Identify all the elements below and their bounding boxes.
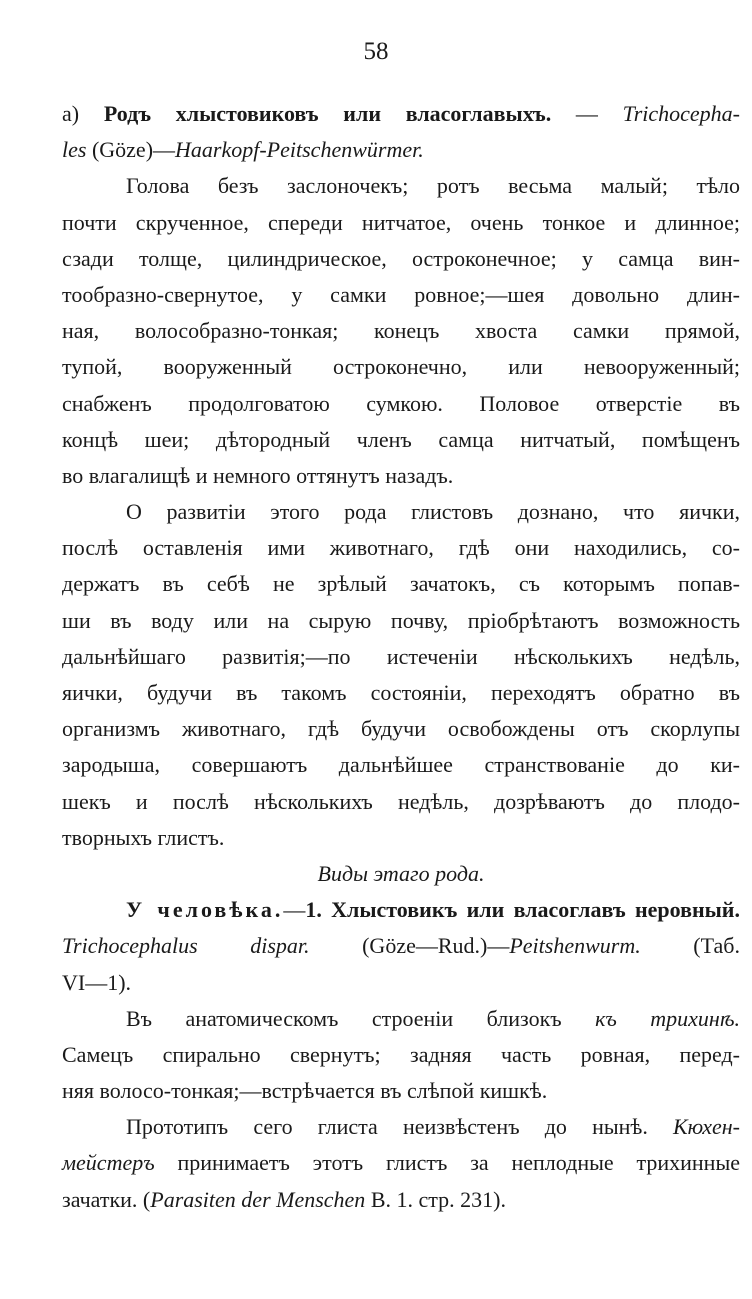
text-segment: — (283, 897, 306, 923)
text-line (62, 747, 740, 783)
text-segment: 1. Хлыстовикъ или власоглавъ неровный. (305, 897, 740, 923)
text-segment: мейстеръ (62, 1150, 155, 1176)
text-segment: Parasiten der Menschen (150, 1186, 366, 1212)
text-line (62, 711, 740, 747)
text-segment: — (551, 101, 623, 126)
text-segment: концѣ шеи; дѣтородный членъ самца нитчатый, помѣщенъ (62, 426, 740, 452)
text-segment: (Göze)— (86, 137, 176, 163)
text-line (62, 1182, 740, 1218)
text-segment: къ трихинѣ. (595, 1005, 741, 1031)
text-segment: дальнѣйшаго развитія;—по истеченіи нѣсколькихъ недѣль, (62, 643, 740, 669)
text-segment: шекъ и послѣ нѣсколькихъ недѣль, дозрѣваютъ до плодо- (62, 788, 740, 814)
text-line (62, 422, 740, 458)
text-line (62, 928, 740, 964)
text-segment: (Göze—Rud.)— (309, 933, 510, 959)
text-line (62, 1073, 740, 1109)
text-line (62, 856, 740, 892)
text-segment: les (62, 137, 87, 163)
text-line (62, 1001, 740, 1037)
text-line (62, 566, 740, 602)
text-line (62, 349, 740, 385)
text-segment: О развитіи этого рода глистовъ дознано, что яички, (126, 499, 740, 525)
text-segment: Въ анатомическомъ строеніи близокъ (126, 1005, 596, 1031)
page-text (62, 96, 740, 1218)
text-segment: послѣ оставленія ими животнаго, гдѣ они находились, со- (62, 535, 740, 561)
text-line (62, 132, 740, 168)
text-segment: a) (62, 101, 104, 126)
text-segment: У человѣка. (126, 897, 284, 923)
text-line (62, 241, 740, 277)
text-segment: ши въ воду или на сырую почву, пріобрѣтаютъ возможность (62, 607, 740, 633)
text-line (62, 1109, 740, 1145)
text-segment: снабженъ продолговатою сумкою. Половое отверстіе въ (62, 390, 740, 416)
text-segment: Прототипъ сего глиста неизвѣстенъ до нынѣ. (126, 1114, 673, 1140)
text-segment: тупой, вооруженный остроконечно, или невооруженный; (62, 354, 740, 380)
text-line (62, 277, 740, 313)
text-segment: зачатки. ( (62, 1186, 151, 1212)
text-line (62, 205, 740, 241)
text-segment: творныхъ глистъ. (62, 824, 225, 850)
text-line (62, 1037, 740, 1073)
text-segment: тообразно-свернутое, у самки ровное;—шея довольно длин- (62, 281, 740, 307)
text-line (62, 1145, 740, 1181)
text-segment: Самецъ спирально свернутъ; задняя часть ровная, перед- (62, 1041, 740, 1067)
text-line (62, 675, 740, 711)
page-number: 58 (363, 38, 389, 65)
text-line (62, 96, 740, 132)
text-line (62, 494, 740, 530)
text-segment: Кюхен- (672, 1114, 740, 1140)
text-line (62, 386, 740, 422)
text-line (62, 965, 740, 1001)
text-line (62, 168, 740, 204)
text-segment: Виды этаго рода. (317, 860, 485, 886)
text-segment: яички, будучи въ такомъ состояніи, переходятъ обратно въ (62, 680, 740, 705)
text-segment: VI—1). (62, 969, 132, 995)
text-segment: зародыша, совершаютъ дальнѣйшее странствованіе до ки- (62, 752, 740, 778)
text-segment: Haarkopf-Peitschenwürmer. (175, 137, 424, 163)
text-segment: Trichocephalus dispar. (62, 933, 310, 959)
text-segment: Родъ хлыстовиковъ или власоглавыхъ. (103, 101, 552, 126)
text-segment: во влагалищѣ и немного оттянутъ назадъ. (62, 462, 454, 488)
text-segment: Peitshenwurm. (509, 933, 641, 959)
text-segment: (Таб. (640, 933, 740, 959)
text-segment: принимаетъ этотъ глистъ за неплодные трихинные (154, 1150, 740, 1176)
text-segment: B. 1. стр. 231). (365, 1186, 506, 1212)
text-line (62, 458, 740, 494)
text-line (62, 530, 740, 566)
text-segment: сзади толще, цилиндрическое, остроконечное; у самца вин- (62, 245, 740, 271)
text-line (62, 820, 740, 856)
text-segment: Голова безъ заслоночекъ; ротъ весьма малый; тѣло (126, 173, 740, 199)
text-segment: организмъ животнаго, гдѣ будучи освобождены отъ скорлупы (62, 716, 740, 742)
text-segment: ная, волособразно-тонкая; конецъ хвоста самки прямой, (62, 318, 740, 344)
text-line (62, 892, 740, 928)
text-line (62, 603, 740, 639)
text-segment: почти скрученное, спереди нитчатое, очень тонкое и длинное; (62, 209, 740, 235)
text-line (62, 784, 740, 820)
text-segment: Trichocepha- (622, 101, 740, 126)
text-line (62, 313, 740, 349)
text-line (62, 639, 740, 675)
text-segment: держатъ въ себѣ не зрѣлый зачатокъ, съ которымъ попав- (62, 571, 740, 597)
text-segment: няя волосо-тонкая;—встрѣчается въ слѣпой кишкѣ. (62, 1078, 548, 1104)
